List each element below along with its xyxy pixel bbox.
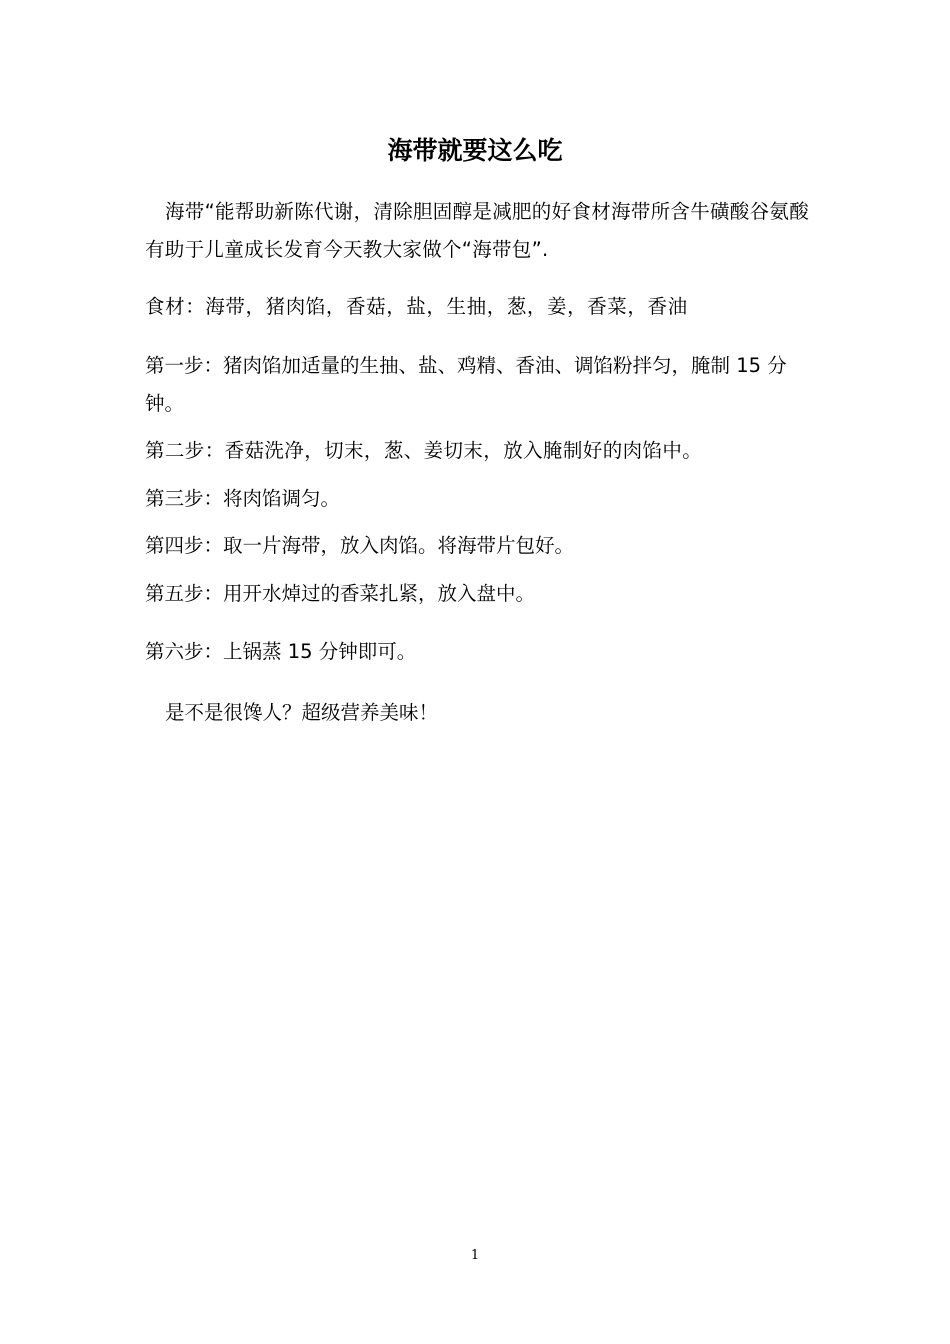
step-4-paragraph: 第四步：取一片海带，放入肉馅。将海带片包好。 bbox=[145, 534, 575, 557]
step-2-paragraph: 第二步：香菇洗净，切末，葱、姜切末，放入腌制好的肉馅中。 bbox=[145, 439, 703, 462]
document-title: 海带就要这么吃 bbox=[387, 136, 563, 165]
step-5-paragraph: 第五步：用开水焯过的香菜扎紧，放入盘中。 bbox=[145, 582, 536, 605]
page-number: 1 bbox=[470, 1248, 480, 1263]
step-6-paragraph: 第六步：上锅蒸 15 分钟即可。 bbox=[145, 640, 417, 663]
step-3-paragraph: 第三步：将肉馅调匀。 bbox=[145, 487, 341, 510]
ingredients-paragraph: 食材：海带，猪肉馅，香菇，盐，生抽，葱，姜，香菜，香油 bbox=[145, 295, 688, 318]
intro-paragraph: 海带“能帮助新陈代谢，清除胆固醇是减肥的好食材海带所含牛磺酸谷氨酸有助于儿童成长发育今天教大家做个“海带包”. bbox=[145, 200, 810, 261]
step-1-paragraph: 第一步：猪肉馅加适量的生抽、盐、鸡精、香油、调馅粉拌匀，腌制 15 分钟。 bbox=[145, 354, 787, 415]
closing-paragraph: 是不是很馋人？超级营养美味！ bbox=[165, 701, 439, 724]
